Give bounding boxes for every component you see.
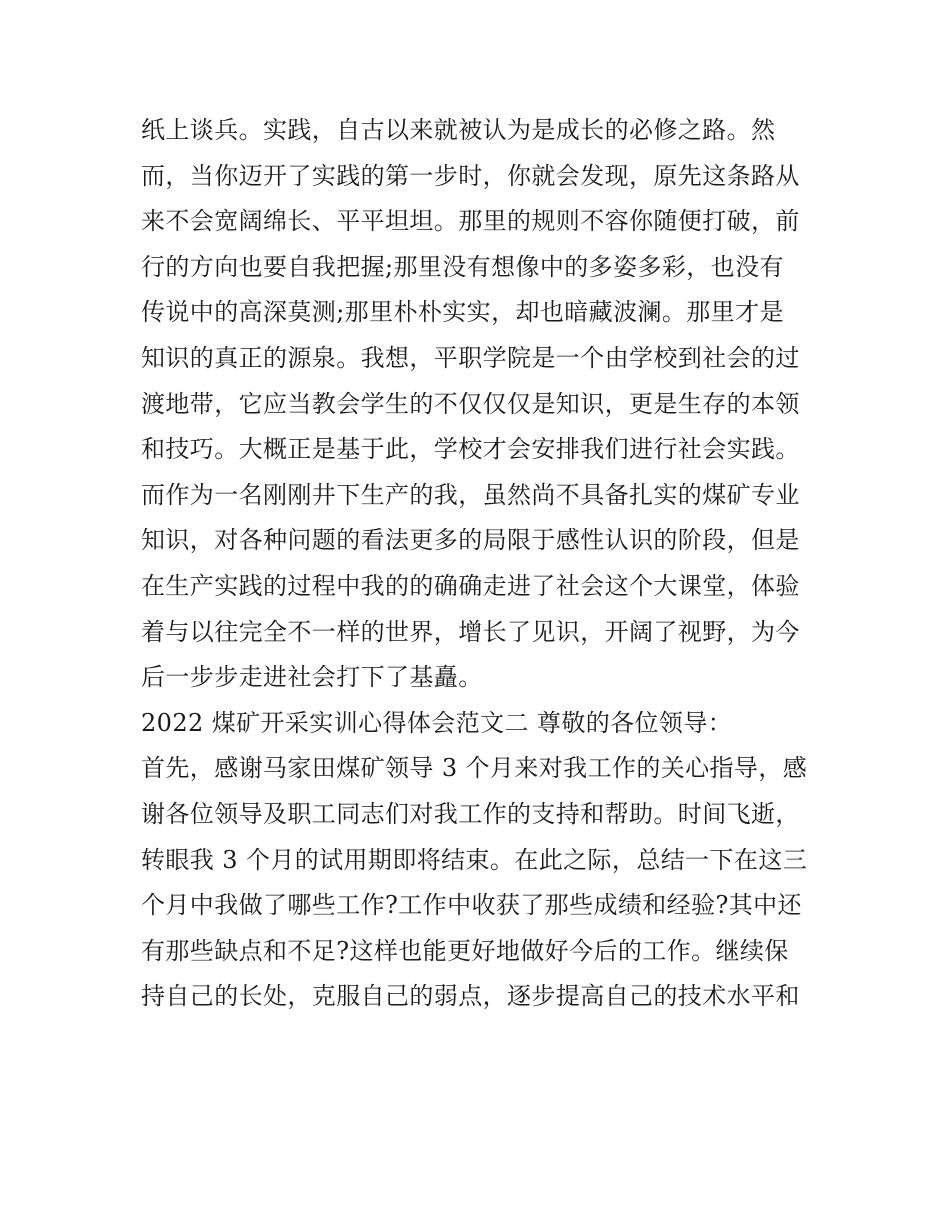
text-line: 而，当你迈开了实践的第一步时，你就会发现，原先这条路从 — [141, 161, 800, 190]
text-line: 知识的真正的源泉。我想，平职学院是一个由学校到社会的过 — [141, 343, 800, 372]
text-line: 渡地带，它应当教会学生的不仅仅仅是知识，更是生存的本领 — [141, 389, 800, 418]
text-line: 有那些缺点和不足?这样也能更好地做好今后的工作。继续保 — [141, 936, 789, 965]
text-line: 纸上谈兵。实践，自古以来就被认为是成长的必修之路。然 — [141, 116, 776, 144]
text-line: 和技巧。大概正是基于此，学校才会安排我们进行社会实践。 — [141, 435, 800, 464]
section-heading: 2022 煤矿开采实训心得体会范文二 尊敬的各位领导： — [141, 708, 733, 737]
text-line: 来不会宽阔绵长、平平坦坦。那里的规则不容你随便打破，前 — [141, 207, 800, 236]
text-line: 首先，感谢马家田煤矿领导 3 个月来对我工作的关心指导，感 — [141, 754, 808, 783]
text-line: 个月中我做了哪些工作?工作中收获了那些成绩和经验?其中还 — [141, 891, 802, 920]
text-line: 在生产实践的过程中我的的确确走进了社会这个大课堂，体验 — [141, 571, 800, 600]
text-line: 后一步步走进社会打下了基矗。 — [141, 663, 483, 692]
text-line: 转眼我 3 个月的试用期即将结束。在此之际，总结一下在这三 — [141, 845, 808, 874]
text-line: 着与以往完全不一样的世界，增长了见识，开阔了视野，为今 — [141, 617, 800, 646]
text-line: 持自己的长处，克服自己的弱点，逐步提高自己的技术水平和 — [141, 982, 800, 1011]
text-line: 谢各位领导及职工同志们对我工作的支持和帮助。时间飞逝， — [141, 799, 800, 828]
text-line: 而作为一名刚刚井下生产的我，虽然尚不具备扎实的煤矿专业 — [141, 480, 800, 509]
body-text — [141, 108, 821, 1020]
text-line: 知识，对各种问题的看法更多的局限于感性认识的阶段，但是 — [141, 526, 800, 555]
text-line: 行的方向也要自我把握;那里没有想像中的多姿多彩，也没有 — [141, 252, 784, 281]
text-line: 传说中的高深莫测;那里朴朴实实，却也暗藏波澜。那里才是 — [141, 298, 784, 327]
